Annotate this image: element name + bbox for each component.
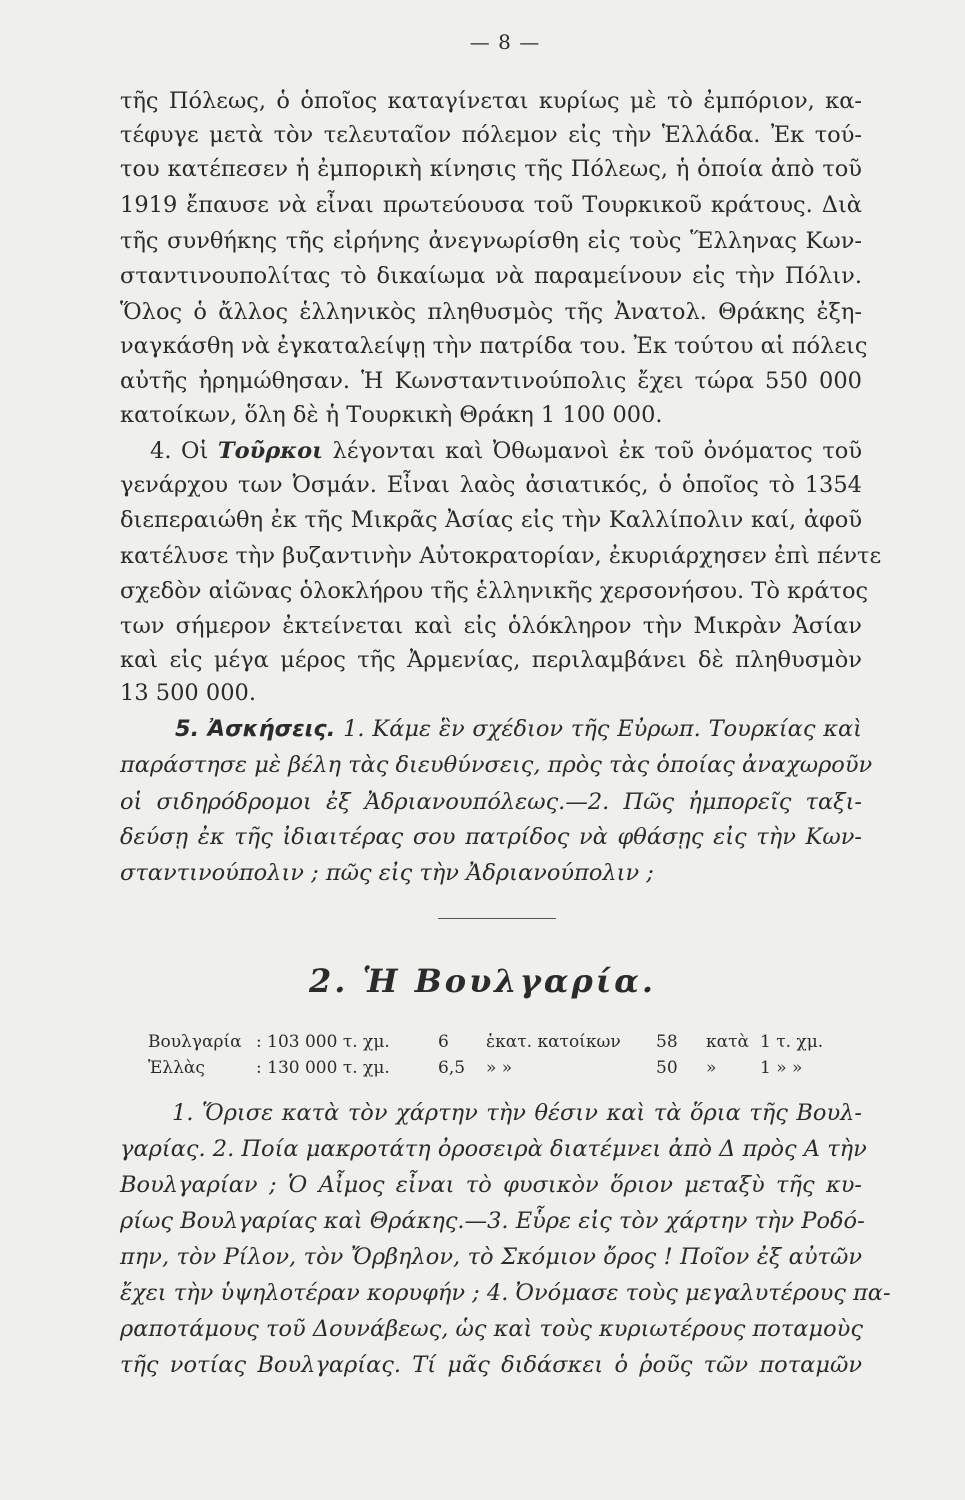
section-5-first-line (175, 712, 862, 746)
exercise-line: ραποτάμους τοῦ Δουνάβεως, ὡς καὶ τοὺς κυριωτέρους ποταμοὺς (120, 1316, 863, 1342)
text-line: σταντινούπολιν ; πῶς εἰς τὴν Ἀδριανούπολιν ; (120, 860, 654, 886)
stats-area: : 103 000 τ. χμ. (256, 1032, 390, 1052)
stats-population-unit: ἑκατ. κατοίκων (486, 1032, 621, 1052)
stats-population: 6,5 (438, 1058, 466, 1078)
text-line: κατέλυσε τὴν βυζαντινὴν Αὐτοκρατορίαν, ἐκυριάρχησεν ἐπὶ πέντε (120, 543, 882, 569)
page-number: — 8 — (469, 30, 541, 54)
text-line: Ὅλος ὁ ἄλλος ἑλληνικὸς πληθυσμὸς τῆς Ἀνατολ. Θράκης ἐξη- (120, 299, 862, 325)
text-line: 1919 ἔπαυσε νὰ εἶναι πρωτεύουσα τοῦ Τουρκικοῦ κράτους. Διὰ (120, 192, 862, 218)
text-line: κατοίκων, ὅλη δὲ ἡ Τουρκικὴ Θράκη 1 100 000. (120, 402, 663, 428)
stats-density: 50 (656, 1058, 678, 1078)
stats-per: κατὰ (706, 1032, 749, 1052)
stats-unit: 1 τ. χμ. (760, 1032, 824, 1052)
exercise-line: Βουλγαρίαν ; Ὁ Αἶμος εἶναι τὸ φυσικὸν ὅριον μεταξὺ τῆς κυ- (120, 1172, 862, 1198)
chapter-title: 2. Ἡ Βουλγαρία. (308, 962, 656, 1000)
exercise-line: γαρίας. 2. Ποία μακροτάτη ὀροσειρὰ διατέμνει ἀπὸ Δ πρὸς Α τὴν (120, 1136, 867, 1162)
stats-area: : 130 000 τ. χμ. (256, 1058, 390, 1078)
exercise-line: ρίως Βουλγαρίας καὶ Θράκης.—3. Εὗρε εἰς τὸν χάρτην τὴν Ροδό- (120, 1208, 865, 1234)
text-line: οἱ σιδηρόδρομοι ἐξ Ἀδριανουπόλεως.—2. Πῶς ἠμπορεῖς ταξι- (120, 789, 862, 815)
exercise-line: πην, τὸν Ρίλον, τὸν Ὄρβηλον, τὸ Σκόμιον ὄρος ! Ποῖον ἐξ αὐτῶν (120, 1244, 862, 1270)
stats-country: Βουλγαρία (148, 1032, 242, 1052)
section-4-term: Τοῦρκοι (217, 438, 323, 464)
text-line: δεύσῃ ἐκ τῆς ἰδιαιτέρας σου πατρίδος νὰ φθάσῃς εἰς τὴν Κων- (120, 824, 862, 850)
stats-unit: 1 » » (760, 1058, 803, 1078)
section-4-text: λέγονται καὶ Ὀθωμανοὶ ἐκ τοῦ ὀνόματος τοῦ (322, 438, 862, 464)
text-line: τῆς συνθήκης τῆς εἰρήνης ἀνεγνωρίσθη εἰς τοὺς Ἕλληνας Κων- (120, 228, 862, 254)
text-line: των σήμερον ἐκτείνεται καὶ εἰς ὁλόκληρον τὴν Μικρὰν Ἀσίαν (120, 613, 862, 639)
section-5-heading: 5. Ἀσκήσεις. (175, 716, 336, 742)
exercise-line: τῆς νοτίας Βουλγαρίας. Τί μᾶς διδάσκει ὁ ῥοῦς τῶν ποταμῶν (120, 1352, 862, 1378)
text-line: ναγκάσθη νὰ ἐγκαταλείψῃ τὴν πατρίδα του. Ἐκ τούτου αἱ πόλεις (120, 333, 868, 359)
stats-population-unit: » » (486, 1058, 513, 1078)
exercise-line: ἔχει τὴν ὑψηλοτέραν κορυφήν ; 4. Ὀνόμασε τοὺς μεγαλυτέρους πα- (120, 1280, 891, 1306)
stats-per: » (706, 1058, 717, 1078)
section-divider (438, 918, 556, 919)
text-line: σταντινουπολίτας τὸ δικαίωμα νὰ παραμείνουν εἰς τὴν Πόλιν. (120, 263, 862, 289)
text-line: 13 500 000. (120, 680, 256, 706)
text-line: γενάρχου των Ὀσμάν. Εἶναι λαὸς ἀσιατικός, ὁ ὁποῖος τὸ 1354 (120, 472, 862, 498)
text-line: τῆς Πόλεως, ὁ ὁποῖος καταγίνεται κυρίως μὲ τὸ ἐμπόριον, κα- (120, 88, 862, 114)
section-5-text: 1. Κάμε ἓν σχέδιον τῆς Εὐρωπ. Τουρκίας καὶ (335, 716, 862, 742)
section-4-number: 4. Οἱ (150, 438, 218, 464)
text-line: παράστησε μὲ βέλη τὰς διευθύνσεις, πρὸς τὰς ὁποίας ἀναχωροῦν (120, 752, 873, 778)
text-line: του κατέπεσεν ἡ ἐμπορικὴ κίνησις τῆς Πόλεως, ἡ ὁποία ἀπὸ τοῦ (120, 156, 862, 182)
stats-population: 6 (438, 1032, 449, 1052)
text-line: σχεδὸν αἰῶνας ὁλοκλήρου τῆς ἑλληνικῆς χερσονήσου. Τὸ κράτος (120, 578, 869, 604)
stats-density: 58 (656, 1032, 678, 1052)
text-line: τέφυγε μετὰ τὸν τελευταῖον πόλεμον εἰς τὴν Ἑλλάδα. Ἐκ τού- (120, 122, 862, 148)
text-line: αὐτῆς ἠρημώθησαν. Ἡ Κωνσταντινούπολις ἔχει τώρα 550 000 (120, 368, 862, 394)
text-line: καὶ εἰς μέγα μέρος τῆς Ἀρμενίας, περιλαμβάνει δὲ πληθυσμὸν (120, 647, 862, 673)
exercise-line: 1. Ὅρισε κατὰ τὸν χάρτην τὴν θέσιν καὶ τὰ ὅρια τῆς Βουλ- (172, 1100, 862, 1126)
text-line: διεπεραιώθη ἐκ τῆς Μικρᾶς Ἀσίας εἰς τὴν Καλλίπολιν καί, ἀφοῦ (120, 507, 862, 533)
stats-country: Ἑλλὰς (148, 1058, 205, 1078)
section-4-first-line (150, 434, 862, 468)
